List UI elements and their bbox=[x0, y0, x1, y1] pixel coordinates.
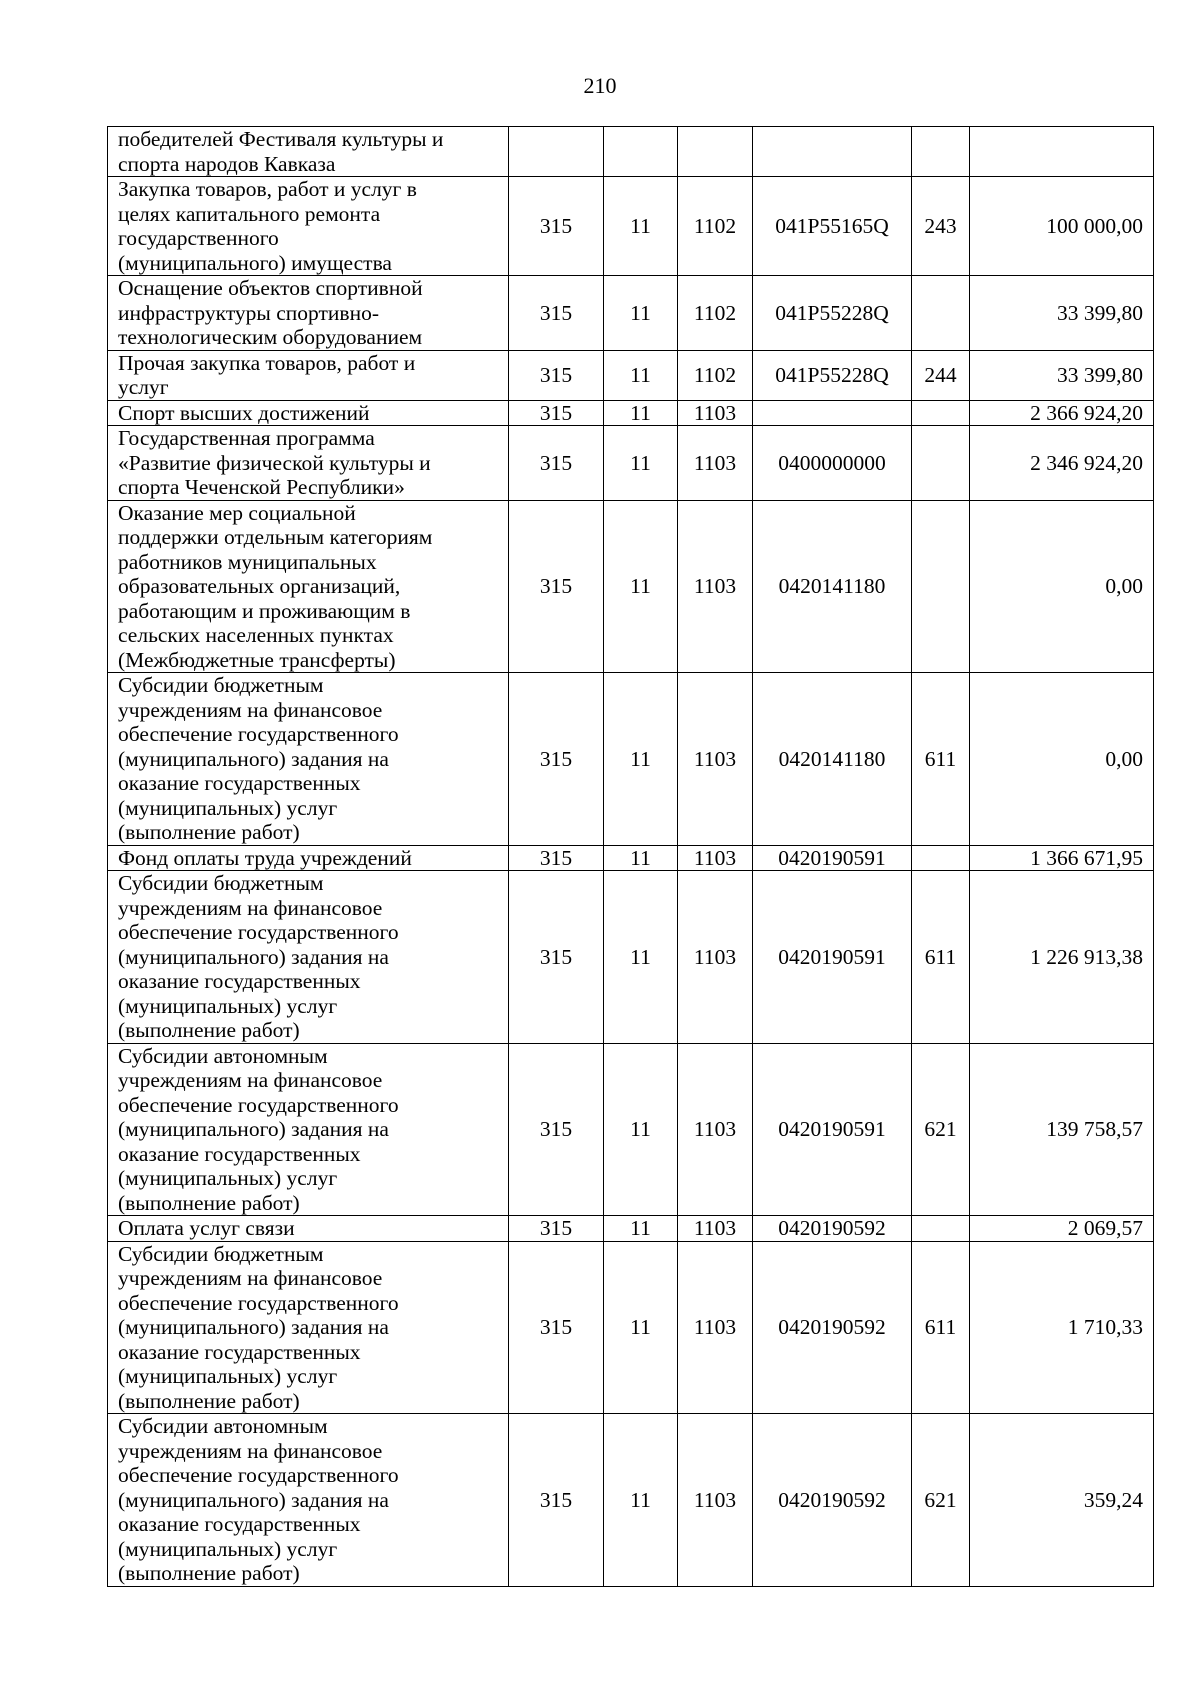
expense-type-cell: 611 bbox=[912, 673, 970, 846]
section-code-cell: 11 bbox=[604, 871, 678, 1044]
table-row bbox=[108, 1241, 1154, 1414]
target-article-cell: 0420190591 bbox=[753, 1043, 912, 1216]
target-article-cell: 0420190592 bbox=[753, 1216, 912, 1242]
subsection-code-cell: 1103 bbox=[678, 1414, 753, 1587]
subsection-code-cell: 1103 bbox=[678, 500, 753, 673]
expense-type-cell: 621 bbox=[912, 1043, 970, 1216]
target-article-cell: 0420190591 bbox=[753, 871, 912, 1044]
row-name-cell: Субсидии бюджетным учреждениям на финансовое обеспечение государственного (муниципального) задания на оказание государственных (муниципальных) услуг (выполнение работ) bbox=[108, 1241, 509, 1414]
expense-type-cell bbox=[912, 426, 970, 501]
expense-type-cell bbox=[912, 500, 970, 673]
row-name-cell: Закупка товаров, работ и услуг в целях капитального ремонта государственного (муниципального) имущества bbox=[108, 177, 509, 276]
ministry-code-cell: 315 bbox=[509, 350, 604, 400]
expense-type-cell: 621 bbox=[912, 1414, 970, 1587]
budget-table-body bbox=[108, 127, 1154, 1587]
row-name-cell: Субсидии бюджетным учреждениям на финансовое обеспечение государственного (муниципального) задания на оказание государственных (муниципальных) услуг (выполнение работ) bbox=[108, 673, 509, 846]
ministry-code-cell: 315 bbox=[509, 400, 604, 426]
table-row bbox=[108, 177, 1154, 276]
expense-type-cell bbox=[912, 276, 970, 351]
amount-cell: 139 758,57 bbox=[970, 1043, 1154, 1216]
row-name-cell: Субсидии автономным учреждениям на финансовое обеспечение государственного (муниципального) задания на оказание государственных (муниципальных) услуг (выполнение работ) bbox=[108, 1043, 509, 1216]
subsection-code-cell: 1103 bbox=[678, 845, 753, 871]
amount-cell: 0,00 bbox=[970, 500, 1154, 673]
page-number: 210 bbox=[583, 73, 617, 98]
target-article-cell: 0420190592 bbox=[753, 1241, 912, 1414]
ministry-code-cell: 315 bbox=[509, 673, 604, 846]
ministry-code-cell: 315 bbox=[509, 177, 604, 276]
subsection-code-cell: 1103 bbox=[678, 1241, 753, 1414]
subsection-code-cell: 1103 bbox=[678, 1216, 753, 1242]
target-article-cell: 041P55165Q bbox=[753, 177, 912, 276]
amount-cell: 100 000,00 bbox=[970, 177, 1154, 276]
subsection-code-cell: 1103 bbox=[678, 871, 753, 1044]
row-name-cell: Субсидии автономным учреждениям на финансовое обеспечение государственного (муниципального) задания на оказание государственных (муниципальных) услуг (выполнение работ) bbox=[108, 1414, 509, 1587]
section-code-cell: 11 bbox=[604, 1241, 678, 1414]
table-row bbox=[108, 871, 1154, 1044]
amount-cell: 359,24 bbox=[970, 1414, 1154, 1587]
ministry-code-cell: 315 bbox=[509, 1043, 604, 1216]
amount-cell: 1 226 913,38 bbox=[970, 871, 1154, 1044]
table-row bbox=[108, 426, 1154, 501]
ministry-code-cell: 315 bbox=[509, 1414, 604, 1587]
row-name-cell: Прочая закупка товаров, работ и услуг bbox=[108, 350, 509, 400]
target-article-cell: 041P55228Q bbox=[753, 276, 912, 351]
target-article-cell: 0420190591 bbox=[753, 845, 912, 871]
expense-type-cell bbox=[912, 400, 970, 426]
expense-type-cell bbox=[912, 127, 970, 177]
table-row bbox=[108, 350, 1154, 400]
target-article-cell: 041P55228Q bbox=[753, 350, 912, 400]
section-code-cell: 11 bbox=[604, 426, 678, 501]
section-code-cell: 11 bbox=[604, 500, 678, 673]
amount-cell: 33 399,80 bbox=[970, 276, 1154, 351]
ministry-code-cell: 315 bbox=[509, 845, 604, 871]
section-code-cell: 11 bbox=[604, 1043, 678, 1216]
section-code-cell: 11 bbox=[604, 1414, 678, 1587]
row-name-cell: Фонд оплаты труда учреждений bbox=[108, 845, 509, 871]
row-name-cell: Оплата услуг связи bbox=[108, 1216, 509, 1242]
table-row bbox=[108, 1216, 1154, 1242]
target-article-cell: 0420141180 bbox=[753, 500, 912, 673]
table-row bbox=[108, 500, 1154, 673]
ministry-code-cell: 315 bbox=[509, 276, 604, 351]
table-row bbox=[108, 276, 1154, 351]
amount-cell bbox=[970, 127, 1154, 177]
row-name-cell: Субсидии бюджетным учреждениям на финансовое обеспечение государственного (муниципального) задания на оказание государственных (муниципальных) услуг (выполнение работ) bbox=[108, 871, 509, 1044]
section-code-cell: 11 bbox=[604, 350, 678, 400]
ministry-code-cell: 315 bbox=[509, 1216, 604, 1242]
subsection-code-cell: 1102 bbox=[678, 276, 753, 351]
section-code-cell: 11 bbox=[604, 276, 678, 351]
target-article-cell: 0420190592 bbox=[753, 1414, 912, 1587]
expense-type-cell: 244 bbox=[912, 350, 970, 400]
section-code-cell bbox=[604, 127, 678, 177]
table-row bbox=[108, 400, 1154, 426]
ministry-code-cell: 315 bbox=[509, 1241, 604, 1414]
table-row bbox=[108, 845, 1154, 871]
section-code-cell: 11 bbox=[604, 400, 678, 426]
subsection-code-cell: 1102 bbox=[678, 177, 753, 276]
expense-type-cell: 611 bbox=[912, 871, 970, 1044]
ministry-code-cell: 315 bbox=[509, 871, 604, 1044]
amount-cell: 2 346 924,20 bbox=[970, 426, 1154, 501]
subsection-code-cell bbox=[678, 127, 753, 177]
target-article-cell: 0400000000 bbox=[753, 426, 912, 501]
row-name-cell: Спорт высших достижений bbox=[108, 400, 509, 426]
ministry-code-cell bbox=[509, 127, 604, 177]
subsection-code-cell: 1102 bbox=[678, 350, 753, 400]
section-code-cell: 11 bbox=[604, 1216, 678, 1242]
expense-type-cell bbox=[912, 845, 970, 871]
target-article-cell: 0420141180 bbox=[753, 673, 912, 846]
amount-cell: 0,00 bbox=[970, 673, 1154, 846]
budget-table bbox=[107, 126, 1154, 1587]
subsection-code-cell: 1103 bbox=[678, 426, 753, 501]
ministry-code-cell: 315 bbox=[509, 500, 604, 673]
table-row bbox=[108, 673, 1154, 846]
subsection-code-cell: 1103 bbox=[678, 673, 753, 846]
amount-cell: 1 710,33 bbox=[970, 1241, 1154, 1414]
table-row bbox=[108, 127, 1154, 177]
subsection-code-cell: 1103 bbox=[678, 400, 753, 426]
row-name-cell: Оказание мер социальной поддержки отдельным категориям работников муниципальных образовательных организаций, работающим и проживающим в сельских населенных пунктах (Межбюджетные трансферты) bbox=[108, 500, 509, 673]
section-code-cell: 11 bbox=[604, 845, 678, 871]
row-name-cell: Оснащение объектов спортивной инфраструктуры спортивно- технологическим оборудованием bbox=[108, 276, 509, 351]
ministry-code-cell: 315 bbox=[509, 426, 604, 501]
section-code-cell: 11 bbox=[604, 673, 678, 846]
target-article-cell bbox=[753, 127, 912, 177]
section-code-cell: 11 bbox=[604, 177, 678, 276]
table-row bbox=[108, 1043, 1154, 1216]
row-name-cell: Государственная программа «Развитие физической культуры и спорта Чеченской Республики» bbox=[108, 426, 509, 501]
expense-type-cell: 611 bbox=[912, 1241, 970, 1414]
amount-cell: 2 366 924,20 bbox=[970, 400, 1154, 426]
amount-cell: 2 069,57 bbox=[970, 1216, 1154, 1242]
row-name-cell: победителей Фестиваля культуры и спорта народов Кавказа bbox=[108, 127, 509, 177]
expense-type-cell: 243 bbox=[912, 177, 970, 276]
subsection-code-cell: 1103 bbox=[678, 1043, 753, 1216]
target-article-cell bbox=[753, 400, 912, 426]
amount-cell: 1 366 671,95 bbox=[970, 845, 1154, 871]
table-row bbox=[108, 1414, 1154, 1587]
expense-type-cell bbox=[912, 1216, 970, 1242]
amount-cell: 33 399,80 bbox=[970, 350, 1154, 400]
